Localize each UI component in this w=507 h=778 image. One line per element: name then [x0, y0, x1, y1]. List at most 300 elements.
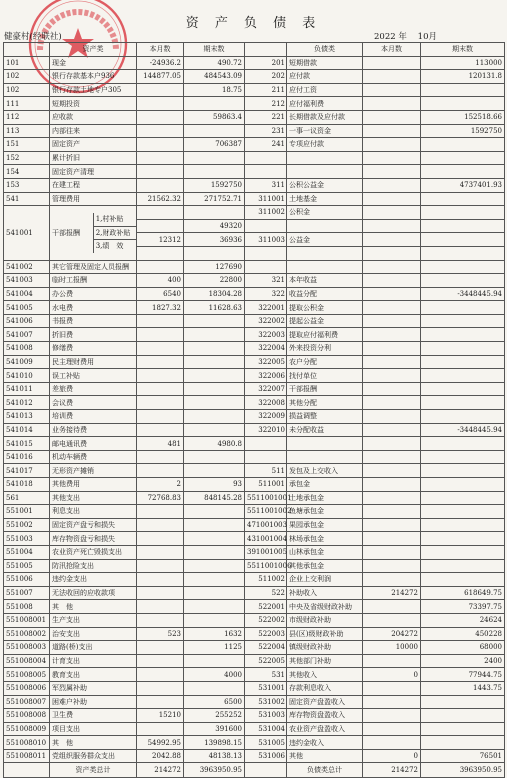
table-cell: 541014 — [4, 423, 50, 437]
table-header-row — [4, 43, 505, 57]
table-cell: 523 — [137, 627, 184, 641]
table-cell: 152518.66 — [421, 110, 505, 124]
table-cell: 固定资产盘亏和损失 — [50, 518, 137, 532]
table-row — [4, 681, 505, 695]
table-cell: 其 他 — [50, 736, 137, 750]
table-cell: 市级财政补助 — [287, 613, 363, 627]
table-cell: 干部报酬 — [50, 213, 93, 253]
table-row — [4, 518, 505, 532]
table-cell: 204272 — [363, 627, 421, 641]
table-cell: 其它管理及固定人员报酬 — [50, 260, 137, 274]
table-row — [4, 423, 505, 437]
report-year-suffix: 年 — [398, 32, 407, 42]
table-cell: 库存物资盘盈收入 — [287, 709, 363, 723]
table-cell: 531005 — [245, 736, 287, 750]
table-cell: 541002 — [4, 260, 50, 274]
table-cell: 1592750 — [184, 178, 245, 192]
table-cell — [287, 151, 363, 165]
table-cell: 221 — [245, 110, 287, 124]
table-cell: 391600 — [184, 722, 245, 736]
table-row — [4, 396, 505, 410]
table-cell: 311002 — [245, 206, 287, 220]
table-cell: 农业资产死亡毁损支出 — [50, 545, 137, 559]
table-cell — [287, 246, 363, 260]
table-cell — [137, 464, 184, 478]
table-cell: 5511001006 — [245, 559, 287, 573]
table-cell: 541003 — [4, 274, 50, 288]
table-cell: 固定资产盘盈收入 — [287, 695, 363, 709]
table-cell: 无形资产摊销 — [50, 464, 137, 478]
table-cell — [363, 219, 421, 233]
table-cell — [184, 97, 245, 111]
asset-total-end: 3963950.95 — [184, 763, 245, 778]
table-cell: 152 — [4, 151, 50, 165]
table-cell: -24936.2 — [137, 56, 184, 70]
table-cell — [137, 165, 184, 179]
table-cell — [421, 709, 505, 723]
table-cell: 541009 — [4, 355, 50, 369]
table-cell: 322005 — [245, 355, 287, 369]
table-row — [4, 355, 505, 369]
table-row — [4, 178, 505, 192]
table-cell: 折旧费 — [50, 328, 137, 342]
table-cell — [421, 722, 505, 736]
table-row — [4, 586, 505, 600]
table-cell: 道路(桥)支出 — [50, 641, 137, 655]
header-cell: 负债类 — [287, 43, 363, 57]
table-cell: 2042.88 — [137, 749, 184, 763]
table-cell: 618649.75 — [421, 586, 505, 600]
table-cell — [137, 110, 184, 124]
table-cell: 511001 — [245, 478, 287, 492]
table-cell: 土地基金 — [287, 192, 363, 206]
table-row — [4, 342, 505, 356]
table-cell — [245, 763, 287, 778]
table-cell: 322007 — [245, 382, 287, 396]
table-cell: 551008010 — [4, 736, 50, 750]
table-cell — [245, 219, 287, 233]
header-cell — [4, 43, 50, 57]
table-cell — [363, 138, 421, 152]
table-row — [4, 287, 505, 301]
table-cell — [137, 246, 184, 260]
table-cell: 在建工程 — [50, 178, 137, 192]
table-cell: 教育支出 — [50, 668, 137, 682]
table-cell — [184, 369, 245, 383]
table-cell — [363, 505, 421, 519]
table-cell: 一事一议资金 — [287, 124, 363, 138]
table-cell: 存款利息收入 — [287, 681, 363, 695]
table-cell: 公积金 — [287, 206, 363, 220]
table-cell — [363, 165, 421, 179]
table-cell: 修缮费 — [50, 342, 137, 356]
table-cell: 561 — [4, 491, 50, 505]
table-cell — [184, 654, 245, 668]
table-cell: 522002 — [245, 613, 287, 627]
table-cell: 提起公益金 — [287, 314, 363, 328]
table-row — [4, 709, 505, 723]
table-cell: 4000 — [184, 668, 245, 682]
table-cell: 153 — [4, 178, 50, 192]
table-cell — [421, 464, 505, 478]
header-cell: 本月数 — [137, 43, 184, 57]
table-cell: 551008004 — [4, 654, 50, 668]
table-cell: 果园承包金 — [287, 518, 363, 532]
table-cell: 322001 — [245, 301, 287, 315]
table-cell — [421, 328, 505, 342]
table-cell — [137, 722, 184, 736]
table-cell — [363, 70, 421, 84]
table-cell — [363, 314, 421, 328]
table-cell: 144877.05 — [137, 70, 184, 84]
table-cell: 72768.83 — [137, 491, 184, 505]
table-cell — [363, 410, 421, 424]
table-cell — [363, 355, 421, 369]
page-title: 资 产 负 债 表 — [185, 16, 322, 31]
table-row — [4, 749, 505, 763]
table-cell — [137, 586, 184, 600]
table-cell: 73397.75 — [421, 600, 505, 614]
table-cell — [184, 328, 245, 342]
table-cell: 企业上交利润 — [287, 573, 363, 587]
table-cell — [421, 437, 505, 451]
table-cell — [184, 545, 245, 559]
table-cell — [363, 287, 421, 301]
table-cell — [421, 314, 505, 328]
table-row — [4, 505, 505, 519]
table-cell — [184, 681, 245, 695]
table-cell — [184, 382, 245, 396]
table-cell: 山林承包金 — [287, 545, 363, 559]
table-cell: 1827.32 — [137, 301, 184, 315]
table-row — [4, 97, 505, 111]
table-cell: 76501 — [421, 749, 505, 763]
table-cell: 541010 — [4, 369, 50, 383]
table-cell — [137, 396, 184, 410]
table-cell: 其 他 — [50, 600, 137, 614]
table-cell: 0 — [363, 668, 421, 682]
table-cell — [421, 219, 505, 233]
table-cell — [287, 437, 363, 451]
table-row — [4, 654, 505, 668]
table-cell — [363, 369, 421, 383]
table-cell: 201 — [245, 56, 287, 70]
table-cell: 551001 — [4, 505, 50, 519]
table-cell: 400 — [137, 274, 184, 288]
table-row — [4, 314, 505, 328]
table-row — [4, 274, 505, 288]
table-cell: 党组织服务群众支出 — [50, 749, 137, 763]
table-cell: 短期借款 — [287, 56, 363, 70]
table-cell: 应付福利费 — [287, 97, 363, 111]
table-cell: 现金 — [50, 56, 137, 70]
table-cell — [363, 450, 421, 464]
table-cell: 12312 — [137, 233, 184, 247]
table-row — [4, 736, 505, 750]
table-cell — [184, 532, 245, 546]
table-cell — [184, 586, 245, 600]
table-cell: 公积公益金 — [287, 178, 363, 192]
table-cell: 113000 — [421, 56, 505, 70]
table-cell: 临时工报酬 — [50, 274, 137, 288]
table-cell: 541011 — [4, 382, 50, 396]
table-cell — [363, 559, 421, 573]
table-cell — [137, 97, 184, 111]
table-cell: -3448445.94 — [421, 287, 505, 301]
table-cell — [363, 124, 421, 138]
table-cell — [137, 559, 184, 573]
table-cell — [137, 178, 184, 192]
table-cell — [421, 260, 505, 274]
table-cell: 322009 — [245, 410, 287, 424]
table-cell: 551004 — [4, 545, 50, 559]
table-cell — [363, 110, 421, 124]
table-cell — [184, 505, 245, 519]
table-row — [4, 668, 505, 682]
table-cell — [137, 124, 184, 138]
table-cell — [363, 437, 421, 451]
table-cell: 生产支出 — [50, 613, 137, 627]
liability-total-label: 负债类总计 — [287, 763, 363, 778]
table-cell: 军烈属补助 — [50, 681, 137, 695]
header-cell: 期末数 — [421, 43, 505, 57]
table-cell: 银行存款基本户936 — [50, 70, 137, 84]
table-cell: 应付款 — [287, 70, 363, 84]
table-cell: 累计折旧 — [50, 151, 137, 165]
table-cell: 18304.28 — [184, 287, 245, 301]
table-cell: 固定资产 — [50, 138, 137, 152]
table-cell: 土地承包金 — [287, 491, 363, 505]
table-cell: 522003 — [245, 627, 287, 641]
table-cell: 154 — [4, 165, 50, 179]
table-cell: 鱼塘承包金 — [287, 505, 363, 519]
table-row — [4, 382, 505, 396]
table-cell — [363, 532, 421, 546]
table-cell: 21562.32 — [137, 192, 184, 206]
table-cell — [245, 437, 287, 451]
table-cell: 2 — [137, 478, 184, 492]
table-row — [4, 192, 505, 206]
table-row — [4, 450, 505, 464]
table-cell: 管理费用 — [50, 192, 137, 206]
table-cell — [421, 192, 505, 206]
table-cell: 5511001002 — [245, 505, 287, 519]
table-cell: 551008 — [4, 600, 50, 614]
table-cell — [421, 478, 505, 492]
table-cell: 127690 — [184, 260, 245, 274]
table-cell: 11628.63 — [184, 301, 245, 315]
table-cell: 会议费 — [50, 396, 137, 410]
table-cell: 损益调整 — [287, 410, 363, 424]
table-cell: 541001 — [4, 206, 50, 260]
table-cell: 531002 — [245, 695, 287, 709]
table-cell — [137, 518, 184, 532]
table-cell — [184, 246, 245, 260]
table-cell: 22800 — [184, 274, 245, 288]
table-cell — [363, 491, 421, 505]
table-cell — [287, 219, 363, 233]
table-cell: 无法收回的应收款项 — [50, 586, 137, 600]
table-row — [4, 437, 505, 451]
table-cell: 6500 — [184, 695, 245, 709]
table-cell: 违约金收入 — [287, 736, 363, 750]
table-cell: 541004 — [4, 287, 50, 301]
table-cell: 212 — [245, 97, 287, 111]
table-cell: 林场承包金 — [287, 532, 363, 546]
table-cell: 120131.8 — [421, 70, 505, 84]
unit-name: 健豪村(经联社) — [4, 32, 62, 42]
table-cell: 541006 — [4, 314, 50, 328]
table-cell — [421, 736, 505, 750]
table-cell: 防汛抢险支出 — [50, 559, 137, 573]
table-cell: 办公费 — [50, 287, 137, 301]
table-row — [4, 627, 505, 641]
table-cell: 202 — [245, 70, 287, 84]
table-cell — [137, 328, 184, 342]
table-cell — [137, 573, 184, 587]
table-cell — [184, 314, 245, 328]
table-cell — [137, 369, 184, 383]
table-cell: 541008 — [4, 342, 50, 356]
table-cell: 提取应付福利费 — [287, 328, 363, 342]
table-cell — [287, 450, 363, 464]
table-cell: 其他收入 — [287, 668, 363, 682]
table-cell — [287, 260, 363, 274]
table-cell: 5511001001 — [245, 491, 287, 505]
table-cell: 551008006 — [4, 681, 50, 695]
table-cell — [363, 246, 421, 260]
table-cell — [184, 450, 245, 464]
table-cell — [363, 478, 421, 492]
table-cell: 484543.09 — [184, 70, 245, 84]
table-cell — [421, 206, 505, 220]
table-cell: 511 — [245, 464, 287, 478]
table-cell: 邮电通讯费 — [50, 437, 137, 451]
table-cell — [363, 301, 421, 315]
table-cell: 治安支出 — [50, 627, 137, 641]
table-cell: 未分配收益 — [287, 423, 363, 437]
table-cell — [363, 97, 421, 111]
table-cell: 111 — [4, 97, 50, 111]
table-row — [4, 70, 505, 84]
table-cell: 卫生费 — [50, 709, 137, 723]
table-cell: 541013 — [4, 410, 50, 424]
table-cell: 214272 — [363, 586, 421, 600]
table-cell: 102 — [4, 70, 50, 84]
table-cell — [137, 423, 184, 437]
table-row — [4, 478, 505, 492]
table-cell — [421, 505, 505, 519]
table-cell — [137, 641, 184, 655]
table-cell: 应收款 — [50, 110, 137, 124]
table-cell — [137, 668, 184, 682]
table-cell: 112 — [4, 110, 50, 124]
table-cell — [421, 138, 505, 152]
table-cell — [421, 274, 505, 288]
table-cell: 专项应付款 — [287, 138, 363, 152]
table-cell — [245, 450, 287, 464]
table-cell — [363, 573, 421, 587]
table-cell — [184, 342, 245, 356]
table-cell: 322003 — [245, 328, 287, 342]
table-cell: 450228 — [421, 627, 505, 641]
table-cell — [363, 709, 421, 723]
table-cell — [421, 246, 505, 260]
table-cell: 322004 — [245, 342, 287, 356]
table-cell: 322002 — [245, 314, 287, 328]
table-cell: 59863.4 — [184, 110, 245, 124]
report-year: 2022 — [374, 32, 396, 42]
table-cell: 551008011 — [4, 749, 50, 763]
table-cell: 15210 — [137, 709, 184, 723]
table-cell: 2400 — [421, 654, 505, 668]
table-cell — [137, 600, 184, 614]
table-cell: 6540 — [137, 287, 184, 301]
table-cell — [137, 532, 184, 546]
table-cell: 其他分配 — [287, 396, 363, 410]
table-cell: 其他费用 — [50, 478, 137, 492]
table-cell — [184, 573, 245, 587]
table-cell — [363, 736, 421, 750]
table-cell: 68000 — [421, 641, 505, 655]
table-cell — [184, 559, 245, 573]
table-cell: 误工补贴 — [50, 369, 137, 383]
table-cell: 531 — [245, 668, 287, 682]
table-row — [4, 600, 505, 614]
table-cell: 551008002 — [4, 627, 50, 641]
table-cell: 211 — [245, 83, 287, 97]
table-cell: 706387 — [184, 138, 245, 152]
table-row — [4, 559, 505, 573]
table-cell: 短期投资 — [50, 97, 137, 111]
table-cell — [137, 545, 184, 559]
table-cell — [245, 151, 287, 165]
table-cell: 139898.15 — [184, 736, 245, 750]
table-cell: 481 — [137, 437, 184, 451]
table-cell: 违约金支出 — [50, 573, 137, 587]
table-cell — [137, 654, 184, 668]
table-cell — [363, 233, 421, 247]
table-cell: 找付单位 — [287, 369, 363, 383]
table-cell: 中央及省级财政补助 — [287, 600, 363, 614]
table-cell: 公益金 — [287, 233, 363, 247]
table-cell: 承包金 — [287, 478, 363, 492]
table-cell: 551008008 — [4, 709, 50, 723]
table-cell — [184, 518, 245, 532]
table-cell: 541 — [4, 192, 50, 206]
table-cell — [363, 56, 421, 70]
table-cell: 内部往来 — [50, 124, 137, 138]
table-row — [4, 532, 505, 546]
table-cell — [421, 410, 505, 424]
table-row — [4, 613, 505, 627]
table-cell: 民主理财费用 — [50, 355, 137, 369]
table-cell — [421, 369, 505, 383]
table-cell: 书报费 — [50, 314, 137, 328]
table-cell — [363, 545, 421, 559]
liability-total-end: 3963950.95 — [421, 763, 505, 778]
table-cell: 其他 — [287, 749, 363, 763]
table-cell — [363, 342, 421, 356]
table-cell — [137, 314, 184, 328]
table-cell — [137, 382, 184, 396]
table-row — [4, 722, 505, 736]
table-cell: 551008009 — [4, 722, 50, 736]
table-cell — [137, 695, 184, 709]
table-cell: 522001 — [245, 600, 287, 614]
table-cell — [287, 165, 363, 179]
table-cell — [363, 518, 421, 532]
